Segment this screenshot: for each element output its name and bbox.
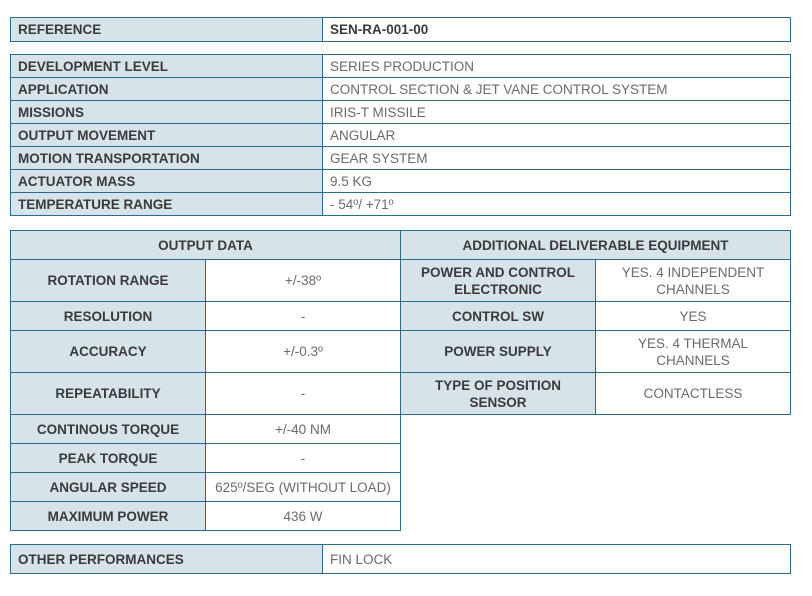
additional-equipment-header: ADDITIONAL DELIVERABLE EQUIPMENT [401, 231, 791, 260]
output-label: ROTATION RANGE [11, 260, 206, 302]
output-value: +/-0.3º [206, 331, 401, 373]
spec-label: OUTPUT MOVEMENT [11, 124, 323, 147]
equipment-value: YES. 4 INDEPENDENT CHANNELS [596, 260, 791, 302]
spec-label: MISSIONS [11, 101, 323, 124]
output-data-header: OUTPUT DATA [11, 231, 401, 260]
empty-cell [401, 415, 791, 444]
spec-value: SERIES PRODUCTION [323, 55, 791, 78]
output-value: 625º/SEG (WITHOUT LOAD) [206, 473, 401, 502]
reference-table [10, 17, 791, 42]
output-value: 436 W [206, 502, 401, 531]
output-value: - [206, 302, 401, 331]
equipment-label: TYPE OF POSITION SENSOR [401, 373, 596, 415]
equipment-value: CONTACTLESS [596, 373, 791, 415]
spec-value: CONTROL SECTION & JET VANE CONTROL SYSTEM [323, 78, 791, 101]
output-value: - [206, 444, 401, 473]
empty-cell [401, 502, 791, 531]
spec-label: DEVELOPMENT LEVEL [11, 55, 323, 78]
output-label: RESOLUTION [11, 302, 206, 331]
specs-table [10, 54, 791, 216]
reference-label: REFERENCE [11, 18, 323, 42]
output-label: MAXIMUM POWER [11, 502, 206, 531]
equipment-value: YES [596, 302, 791, 331]
spec-label: MOTION TRANSPORTATION [11, 147, 323, 170]
spec-value: GEAR SYSTEM [323, 147, 791, 170]
equipment-label: CONTROL SW [401, 302, 596, 331]
spec-value: 9.5 KG [323, 170, 791, 193]
output-and-equipment-table [10, 230, 791, 531]
output-label: PEAK TORQUE [11, 444, 206, 473]
other-performances-table [10, 544, 791, 574]
equipment-value: YES. 4 THERMAL CHANNELS [596, 331, 791, 373]
spec-label: ACTUATOR MASS [11, 170, 323, 193]
reference-value: SEN-RA-001-00 [323, 18, 791, 42]
output-label: ACCURACY [11, 331, 206, 373]
other-performances-label: OTHER PERFORMANCES [11, 545, 323, 574]
equipment-label: POWER AND CONTROL ELECTRONIC [401, 260, 596, 302]
spec-label: TEMPERATURE RANGE [11, 193, 323, 216]
output-label: CONTINOUS TORQUE [11, 415, 206, 444]
equipment-label: POWER SUPPLY [401, 331, 596, 373]
spec-value: - 54º/ +71º [323, 193, 791, 216]
spec-value: IRIS-T MISSILE [323, 101, 791, 124]
other-performances-value: FIN LOCK [323, 545, 791, 574]
output-value: +/-38º [206, 260, 401, 302]
spec-label: APPLICATION [11, 78, 323, 101]
spec-value: ANGULAR [323, 124, 791, 147]
empty-cell [401, 444, 791, 473]
output-value: - [206, 373, 401, 415]
output-label: REPEATABILITY [11, 373, 206, 415]
output-value: +/-40 NM [206, 415, 401, 444]
output-label: ANGULAR SPEED [11, 473, 206, 502]
empty-cell [401, 473, 791, 502]
